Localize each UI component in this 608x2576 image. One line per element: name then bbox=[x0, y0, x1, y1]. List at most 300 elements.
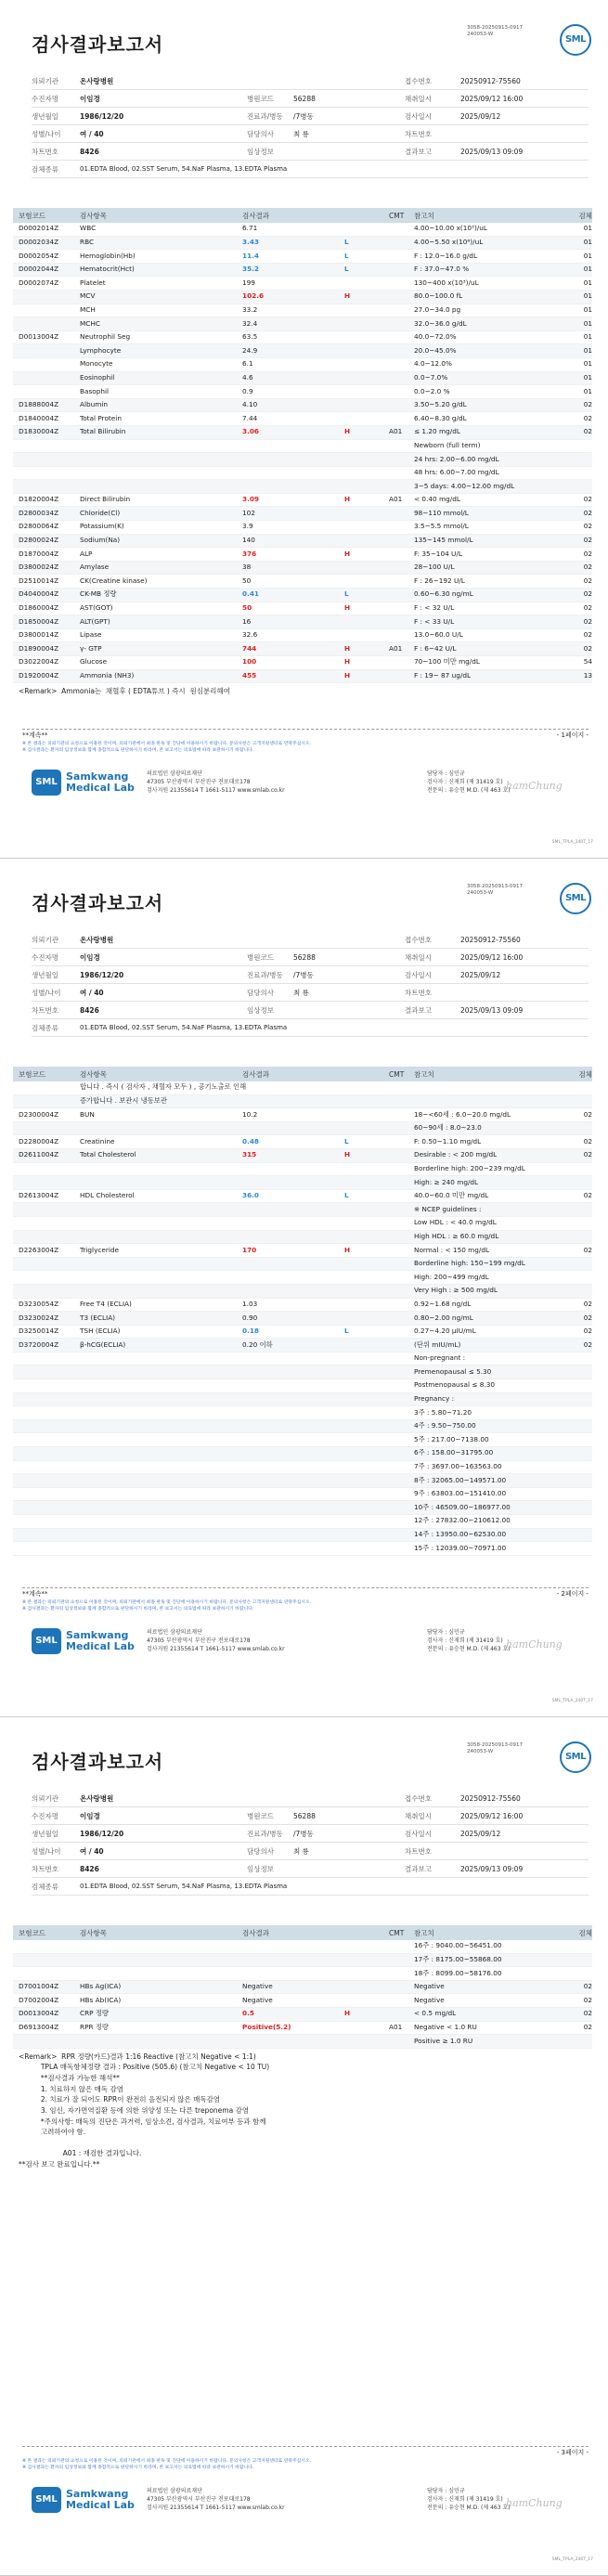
specimen-code: 01 bbox=[583, 265, 592, 274]
result-value: 38 bbox=[242, 563, 252, 572]
patient-name: 이임경 bbox=[80, 1811, 100, 1820]
specimen-code: 02 bbox=[583, 1327, 592, 1336]
page-continuation bbox=[22, 729, 589, 739]
table-row bbox=[13, 453, 592, 467]
table-row bbox=[13, 1393, 592, 1407]
collection-datetime: 2025/09/12 16:00 bbox=[460, 952, 524, 962]
result-flag: H bbox=[344, 603, 351, 613]
insurance-code: D0002054Z bbox=[19, 251, 59, 260]
result-value: 6.71 bbox=[242, 224, 258, 233]
reference-range: Non-pregnant : bbox=[414, 1353, 466, 1363]
test-name: Hemoglobin(Hb) bbox=[80, 251, 136, 260]
reference-range: 0.60~6.30 ng/mL bbox=[414, 589, 473, 599]
test-name: Lymphocyte bbox=[80, 345, 122, 355]
reference-range: 14주 : 13950.00~62530.00 bbox=[414, 1530, 507, 1539]
specimen-code: 02 bbox=[583, 1299, 592, 1308]
reference-range: F: 35~104 U/L bbox=[414, 549, 462, 558]
result-flag: H bbox=[344, 495, 351, 504]
insurance-code: D3230054Z bbox=[19, 1299, 59, 1308]
result-value: 199 bbox=[242, 278, 255, 287]
reference-range: 4.00~10.00 x(10³)/uL bbox=[414, 224, 487, 233]
col-reference: 참고치 bbox=[414, 1928, 434, 1937]
reference-range: 0.0~2.0 % bbox=[414, 386, 450, 395]
specimen-code: 02 bbox=[583, 589, 592, 599]
table-row bbox=[13, 304, 592, 318]
lab-logo bbox=[32, 770, 135, 796]
reference-range: 48 hrs: 6.00~7.00 mg/dL bbox=[414, 468, 499, 477]
result-flag: H bbox=[344, 657, 351, 667]
test-name: RBC bbox=[80, 238, 95, 247]
patient-name: 이임경 bbox=[80, 94, 100, 103]
reference-range: 18주 : 8099.00~58176.00 bbox=[414, 1968, 502, 1977]
table-row bbox=[13, 223, 592, 237]
test-name: Free T4 (ECLIA) bbox=[80, 1299, 132, 1308]
specimen-code: 01 bbox=[583, 251, 592, 260]
test-name: Total Protein bbox=[80, 413, 122, 422]
result-value: 32.4 bbox=[242, 318, 258, 328]
report-header bbox=[0, 1717, 608, 1782]
specimen-code: 02 bbox=[583, 616, 592, 626]
cmt-code: A01 bbox=[389, 495, 403, 504]
test-name: Potassium(K) bbox=[80, 522, 124, 531]
reference-range: 0.27~4.20 μIU/mL bbox=[414, 1327, 476, 1336]
lab-logo-icon: SML bbox=[32, 770, 61, 796]
specimen-code: 02 bbox=[583, 508, 592, 517]
col-cmt: CMT bbox=[389, 211, 405, 220]
insurance-code: D3022004Z bbox=[19, 657, 59, 667]
specimen-code: 01 bbox=[583, 345, 592, 355]
test-name: TSH (ECLIA) bbox=[80, 1327, 121, 1336]
report-title: 검사결과보고서 bbox=[32, 33, 164, 56]
reference-range: F : < 32 U/L bbox=[414, 603, 455, 613]
table-row bbox=[13, 629, 592, 643]
footer-notes: ※ 본 결과는 의뢰기관의 요청으로 이용된 것이며, 의뢰기관에서 최종 판독 및 진단에 이용하시기 바랍니다. 문의사항은 고객지원센터로 연락주십시오. ※ 검사결과는 환자의 임상정보와 함께 종합적으로 판단하시기 바라며, 본 보고서는 의료법에 따라 보관하시기 바랍니다. bbox=[22, 1600, 312, 1612]
specimen-code: 02 bbox=[583, 427, 592, 436]
specimen-code: 02 bbox=[583, 1982, 592, 1991]
reference-range: 7주 : 3697.00~163563.00 bbox=[414, 1462, 502, 1471]
test-name: AST(GOT) bbox=[80, 603, 113, 613]
table-row bbox=[13, 602, 592, 616]
specimen-code: 01 bbox=[583, 291, 592, 301]
reference-range: 27.0~34.0 pg bbox=[414, 304, 461, 314]
test-name: MCHC bbox=[80, 318, 100, 328]
signature-mark: hamChung bbox=[506, 1638, 563, 1650]
table-row bbox=[13, 1501, 592, 1515]
table-row bbox=[13, 291, 592, 304]
reference-range: 13.0~60.0 U/L bbox=[414, 630, 463, 640]
lab-address: 의료법인 삼광의료재단 47305 부산광역시 부산진구 전포대로178 검사지원 21355614 T 1661-5117 www.smlab.co.kr bbox=[147, 770, 285, 794]
reference-range: 8주 : 32065.00~149571.00 bbox=[414, 1475, 507, 1484]
result-value: 3.43 bbox=[242, 238, 260, 247]
results-table bbox=[13, 208, 592, 700]
reference-range: Negative < 1.0 RU bbox=[414, 2022, 477, 2031]
col-test-name: 검사항목 bbox=[80, 1928, 107, 1937]
test-date: 2025/09/12 bbox=[460, 1829, 501, 1838]
reference-range: 24 hrs: 2.00~6.00 mg/dL bbox=[414, 454, 499, 463]
lab-address: 의료법인 삼광의료재단 47305 부산광역시 부산진구 전포대로178 검사지원 21355614 T 1661-5117 www.smlab.co.kr bbox=[147, 1629, 285, 1652]
col-cmt: CMT bbox=[389, 1928, 405, 1937]
test-name: Eosinophil bbox=[80, 372, 115, 382]
test-name: Albumin bbox=[80, 400, 109, 409]
table-row bbox=[13, 1312, 592, 1326]
result-value: Negative bbox=[242, 1982, 273, 1991]
result-flag: H bbox=[344, 1245, 351, 1254]
page-number: - 3페이지 - bbox=[556, 2449, 589, 2456]
reference-range: ≤ 1.20 mg/dL bbox=[414, 427, 460, 436]
birth-date: 1986/12/20 bbox=[80, 111, 124, 121]
birth-date: 1986/12/20 bbox=[80, 1829, 124, 1838]
signature-mark: hamChung bbox=[506, 780, 563, 792]
result-flag: L bbox=[344, 589, 349, 599]
sml-logo: SML bbox=[560, 883, 591, 914]
test-name: CK-MB 정량 bbox=[80, 589, 117, 599]
table-row bbox=[13, 1981, 592, 1995]
info-row: 성별/나이 여 / 40 담당의사 최 룡 차트번호 bbox=[32, 984, 589, 1002]
result-value: 0.48 bbox=[242, 1136, 260, 1146]
reference-range: 6.40~8.30 g/dL bbox=[414, 413, 467, 422]
result-value: 4.6 bbox=[242, 372, 253, 382]
document-number: 3058-20250913-0917 240053-W bbox=[467, 1742, 523, 1755]
reference-range: 4.00~5.50 x(10⁶)/uL bbox=[414, 238, 484, 247]
reference-range: Negative bbox=[414, 1995, 445, 2004]
report-footer bbox=[0, 729, 608, 859]
result-value: 0.90 bbox=[242, 1313, 258, 1322]
col-cmt: CMT bbox=[389, 1069, 405, 1079]
reference-range: 40.0~60.0 미만 mg/dL bbox=[414, 1191, 489, 1200]
lab-logo-icon: SML bbox=[32, 2487, 61, 2513]
col-result: 검사결과 bbox=[242, 1069, 269, 1079]
result-value: 0.20 이하 bbox=[242, 1340, 273, 1349]
result-value: 35.2 bbox=[242, 265, 260, 274]
table-row bbox=[13, 467, 592, 481]
table-row bbox=[13, 1244, 592, 1258]
test-name: CK(Creatine kinase) bbox=[80, 576, 148, 585]
insurance-code: D2611004Z bbox=[19, 1150, 59, 1159]
info-row: 성별/나이 여 / 40 담당의사 최 룡 차트번호 bbox=[32, 125, 589, 143]
result-value: 11.4 bbox=[242, 251, 260, 260]
test-name: MCH bbox=[80, 304, 96, 314]
test-name: HDL Cholesterol bbox=[80, 1191, 135, 1200]
reference-range: F : 19~ 87 ug/dL bbox=[414, 671, 472, 680]
table-row bbox=[13, 440, 592, 454]
test-name: ALT(GPT) bbox=[80, 616, 110, 626]
report-page bbox=[0, 859, 608, 1717]
table-row bbox=[13, 1339, 592, 1353]
sml-logo: SML bbox=[560, 1741, 591, 1773]
result-value: 0.41 bbox=[242, 589, 260, 599]
info-row: 수진자명 이임경 병원코드 56288 채취일시 2025/09/12 16:00 bbox=[32, 949, 589, 966]
specimen-code: 02 bbox=[583, 2009, 592, 2018]
table-body bbox=[13, 1940, 592, 2049]
result-value: 376 bbox=[242, 549, 257, 558]
insurance-code: D0002034Z bbox=[19, 238, 59, 247]
result-value: 33.2 bbox=[242, 304, 258, 314]
result-flag: H bbox=[344, 427, 351, 436]
table-row bbox=[13, 1258, 592, 1272]
lab-logo bbox=[32, 2487, 135, 2513]
reference-range: 0.80~2.00 ng/mL bbox=[414, 1313, 473, 1322]
info-row: 의뢰기관 온사랑병원 접수번호 20250912-75560 bbox=[32, 931, 589, 949]
specimen-types: 01.EDTA Blood, 02.SST Serum, 54.NaF Plasma, 13.EDTA Plasma bbox=[80, 1882, 288, 1890]
result-flag: L bbox=[344, 1327, 349, 1336]
reference-range: Postmenopausal ≤ 8.30 bbox=[414, 1380, 495, 1390]
col-insurance-code: 보험코드 bbox=[19, 211, 45, 220]
table-row bbox=[13, 358, 592, 372]
signatories: 담당자 : 심민규 검사자 : 신재희 (제 31419 호) 전문의 : 유승현 M.D. (제 463 호) bbox=[427, 2488, 511, 2511]
result-value: 32.6 bbox=[242, 630, 258, 640]
signature-mark: hamChung bbox=[506, 2497, 563, 2509]
table-row bbox=[13, 480, 592, 494]
receipt-number: 20250912-75560 bbox=[460, 1793, 521, 1803]
specimen-code: 02 bbox=[583, 630, 592, 640]
result-value: 50 bbox=[242, 576, 252, 585]
table-row bbox=[13, 317, 592, 331]
signatories: 담당자 : 심민규 검사자 : 신재희 (제 31419 호) 전문의 : 유승현 M.D. (제 463 호) bbox=[427, 1629, 511, 1652]
insurance-code: D1850004Z bbox=[19, 616, 59, 626]
test-name: β-hCG(ECLIA) bbox=[80, 1340, 126, 1349]
info-row: 차트번호 8426 임상정보 결과보고 2025/09/13 09:09 bbox=[32, 1002, 589, 1019]
table-row bbox=[13, 399, 592, 413]
col-insurance-code: 보험코드 bbox=[19, 1069, 45, 1079]
specimen-types: 01.EDTA Blood, 02.SST Serum, 54.NaF Plasma, 13.EDTA Plasma bbox=[80, 1023, 288, 1031]
result-flag: L bbox=[344, 251, 349, 260]
report-title: 검사결과보고서 bbox=[32, 1751, 164, 1773]
patient-info bbox=[32, 931, 589, 1037]
info-row: 수진자명 이임경 병원코드 56288 채취일시 2025/09/12 16:00 bbox=[32, 90, 589, 108]
report-page bbox=[0, 1717, 608, 2576]
table-row bbox=[13, 1406, 592, 1420]
specimen-code: 02 bbox=[583, 1191, 592, 1200]
table-row bbox=[13, 385, 592, 399]
col-specimen: 검체 bbox=[578, 211, 592, 220]
result-value: 0.5 bbox=[242, 2009, 254, 2018]
table-row bbox=[13, 1420, 592, 1434]
table-row bbox=[13, 250, 592, 264]
footer-notes: ※ 본 결과는 의뢰기관의 요청으로 이용된 것이며, 의뢰기관에서 최종 판독 및 진단에 이용하시기 바랍니다. 문의사항은 고객지원센터로 연락주십시오. ※ 검사결과는 환자의 임상정보와 함께 종합적으로 판단하시기 바라며, 본 보고서는 의료법에 따라 보관하시기 바랍니다. bbox=[22, 742, 312, 753]
insurance-code: D1890004Z bbox=[19, 643, 59, 653]
insurance-code: D7002004Z bbox=[19, 1995, 59, 2004]
table-row bbox=[13, 412, 592, 426]
reference-range: < 0.40 mg/dL bbox=[414, 495, 460, 504]
form-number: SML_TPLA_240T_17 bbox=[551, 1699, 593, 1703]
reference-range: (단위 mIU/mL) bbox=[414, 1340, 461, 1349]
test-name: Creatinine bbox=[80, 1136, 115, 1146]
sex-age: 여 / 40 bbox=[80, 1846, 104, 1856]
reference-range: 16주 : 9040.00~56451.00 bbox=[414, 1941, 502, 1950]
test-name: Lipase bbox=[80, 630, 102, 640]
info-row: 성별/나이 여 / 40 담당의사 최 룡 차트번호 bbox=[32, 1843, 589, 1860]
department: /7병동 bbox=[293, 970, 314, 979]
result-value: 36.0 bbox=[242, 1191, 260, 1200]
result-value: 63.5 bbox=[242, 332, 258, 342]
table-row bbox=[13, 2035, 592, 2049]
result-value: 10.2 bbox=[242, 1109, 258, 1119]
reference-range: F : 26~192 U/L bbox=[414, 576, 465, 585]
result-value: 100 bbox=[242, 657, 257, 667]
cmt-code: A01 bbox=[389, 427, 403, 436]
specimen-code: 02 bbox=[583, 576, 592, 585]
department: /7병동 bbox=[293, 111, 314, 121]
sex-age: 여 / 40 bbox=[80, 129, 104, 138]
table-row bbox=[13, 1447, 592, 1461]
reference-range: 4주 : 9.50~750.00 bbox=[414, 1421, 476, 1430]
reference-range: 40.0~72.0% bbox=[414, 332, 457, 342]
document-number: 3058-20250913-0917 240053-W bbox=[467, 25, 523, 38]
cmt-code: A01 bbox=[389, 2022, 403, 2031]
table-row bbox=[13, 1081, 592, 1095]
result-value: 4.10 bbox=[242, 400, 258, 409]
table-row bbox=[13, 1994, 592, 2008]
hospital-name: 온사랑병원 bbox=[80, 76, 114, 85]
reference-range: F : < 33 U/L bbox=[414, 616, 455, 626]
report-header bbox=[0, 0, 608, 65]
result-value: 7.44 bbox=[242, 413, 258, 422]
col-specimen: 검체 bbox=[578, 1069, 592, 1079]
doctor-name: 최 룡 bbox=[293, 129, 309, 138]
footer-notes: ※ 본 결과는 의뢰기관의 요청으로 이용된 것이며, 의뢰기관에서 최종 판독 및 진단에 이용하시기 바랍니다. 문의사항은 고객지원센터로 연락주십시오. ※ 검사결과는 환자의 임상정보와 함께 종합적으로 판단하시기 바라며, 본 보고서는 의료법에 따라 보관하시기 바랍니다. bbox=[22, 2459, 312, 2470]
insurance-code: D3800024Z bbox=[19, 563, 59, 572]
reference-range: 98~110 mmol/L bbox=[414, 508, 469, 517]
reference-range: 80.0~100.0 fL bbox=[414, 291, 463, 301]
document-number: 3058-20250913-0917 240053-W bbox=[467, 884, 523, 897]
col-result: 검사결과 bbox=[242, 1928, 269, 1937]
table-row bbox=[13, 237, 592, 251]
reference-range: Normal : < 150 mg/dL bbox=[414, 1245, 490, 1254]
sml-logo: SML bbox=[560, 24, 591, 56]
table-row bbox=[13, 344, 592, 358]
reference-range: 60~90세 : 8.0~23.0 bbox=[414, 1123, 482, 1133]
test-name: 증가합니다 . 보관시 냉동보관 bbox=[80, 1096, 167, 1106]
result-flag: H bbox=[344, 671, 351, 680]
specimen-code: 02 bbox=[583, 413, 592, 422]
result-value: 455 bbox=[242, 671, 257, 680]
reference-range: 12주 : 27832.00~210612.00 bbox=[414, 1516, 511, 1525]
table-row bbox=[13, 264, 592, 278]
result-value: 102.6 bbox=[242, 291, 265, 301]
lab-logo-icon: SML bbox=[32, 1628, 61, 1654]
report-datetime: 2025/09/13 09:09 bbox=[460, 1864, 524, 1873]
result-value: 6.1 bbox=[242, 359, 253, 369]
insurance-code: D2510014Z bbox=[19, 576, 59, 585]
specimen-code: 01 bbox=[583, 278, 592, 287]
specimen-code: 02 bbox=[583, 1995, 592, 2004]
result-value: 0.9 bbox=[242, 386, 253, 395]
insurance-code: D2613004Z bbox=[19, 1191, 59, 1200]
specimen-code: 02 bbox=[583, 495, 592, 504]
table-row bbox=[13, 1954, 592, 1968]
reference-range: High: 200~499 mg/dL bbox=[414, 1272, 489, 1281]
reference-range: 6주 : 158.00~31795.00 bbox=[414, 1448, 494, 1457]
insurance-code: D1870004Z bbox=[19, 549, 59, 558]
result-value: 0.18 bbox=[242, 1327, 260, 1336]
insurance-code: D2263004Z bbox=[19, 1245, 59, 1254]
test-name: 합니다 . 즉시 ( 검사자 , 채혈자 모두 ) , 공기노출로 인해 bbox=[80, 1082, 247, 1092]
specimen-code: 13 bbox=[583, 671, 592, 680]
table-row bbox=[13, 656, 592, 670]
test-name: Total Bilirubin bbox=[80, 427, 126, 436]
table-row bbox=[13, 1163, 592, 1177]
table-row bbox=[13, 1190, 592, 1204]
table-row bbox=[13, 1940, 592, 1954]
chart-number: 8426 bbox=[80, 1864, 99, 1873]
insurance-code: D1920004Z bbox=[19, 671, 59, 680]
report-footer bbox=[0, 1587, 608, 1717]
result-value: 102 bbox=[242, 508, 255, 517]
result-flag: H bbox=[344, 2009, 351, 2018]
doctor-name: 최 룡 bbox=[293, 988, 309, 997]
specimen-code: 01 bbox=[583, 238, 592, 247]
col-test-name: 검사항목 bbox=[80, 211, 107, 220]
hospital-name: 온사랑병원 bbox=[80, 935, 114, 944]
table-row bbox=[13, 1515, 592, 1529]
insurance-code: D4040004Z bbox=[19, 589, 59, 599]
reference-range: 0.0~7.0% bbox=[414, 372, 448, 382]
reference-range: 4.0~12.0% bbox=[414, 359, 452, 369]
reference-range: 32.0~36.0 g/dL bbox=[414, 318, 467, 328]
table-row bbox=[13, 670, 592, 684]
result-value: 315 bbox=[242, 1150, 257, 1159]
info-row: 검체종류 01.EDTA Blood, 02.SST Serum, 54.NaF Plasma, 13.EDTA Plasma bbox=[32, 1878, 589, 1896]
table-row bbox=[13, 1366, 592, 1379]
table-row bbox=[13, 535, 592, 549]
test-name: Platelet bbox=[80, 278, 106, 287]
reference-range: High HDL : ≥ 60.0 mg/dL bbox=[414, 1231, 499, 1240]
result-value: Negative bbox=[242, 1995, 273, 2004]
insurance-code: D2800034Z bbox=[19, 508, 59, 517]
reference-range: 15주 : 12039.00~70971.00 bbox=[414, 1543, 507, 1552]
table-row bbox=[13, 1217, 592, 1231]
report-header bbox=[0, 859, 608, 924]
table-row bbox=[13, 1285, 592, 1299]
test-name: Triglyceride bbox=[80, 1245, 120, 1254]
table-header bbox=[13, 1067, 592, 1081]
col-insurance-code: 보험코드 bbox=[19, 1928, 45, 1937]
result-value: Positive(5.2) bbox=[242, 2022, 291, 2031]
table-row bbox=[13, 562, 592, 576]
test-name: Ammonia (NH3) bbox=[80, 671, 135, 680]
specimen-code: 02 bbox=[583, 643, 592, 653]
reference-range: F: 0.50~1.10 mg/dL bbox=[414, 1136, 482, 1146]
reference-range: 3주 : 5.80~71.20 bbox=[414, 1407, 472, 1417]
table-row bbox=[13, 642, 592, 656]
specimen-code: 01 bbox=[583, 304, 592, 314]
results-table bbox=[13, 1925, 592, 2173]
specimen-code: 02 bbox=[583, 536, 592, 545]
signatories: 담당자 : 심민규 검사자 : 신재희 (제 31419 호) 전문의 : 유승현 M.D. (제 463 호) bbox=[427, 770, 511, 794]
result-flag: L bbox=[344, 238, 349, 247]
reference-range: Premenopausal ≤ 5.30 bbox=[414, 1366, 492, 1376]
reference-range: Desirable : < 200 mg/dL bbox=[414, 1150, 498, 1159]
result-value: 50 bbox=[242, 603, 252, 613]
info-row: 검체종류 01.EDTA Blood, 02.SST Serum, 54.NaF Plasma, 13.EDTA Plasma bbox=[32, 161, 589, 178]
result-flag: L bbox=[344, 265, 349, 274]
test-name: Sodium(Na) bbox=[80, 536, 121, 545]
reference-range: F : 37.0~47.0 % bbox=[414, 265, 470, 274]
specimen-code: 02 bbox=[583, 1313, 592, 1322]
table-row bbox=[13, 1176, 592, 1190]
test-name: Direct Bilirubin bbox=[80, 495, 131, 504]
form-number: SML_TPLA_240T_17 bbox=[551, 2557, 593, 2562]
test-name: ALP bbox=[80, 549, 93, 558]
table-body bbox=[13, 223, 592, 683]
reference-range: 9주 : 63803.00~151410.00 bbox=[414, 1489, 507, 1498]
table-row bbox=[13, 1203, 592, 1217]
table-row bbox=[13, 1461, 592, 1475]
insurance-code: D0002044Z bbox=[19, 265, 59, 274]
col-reference: 참고치 bbox=[414, 1069, 434, 1079]
reference-range: 0.92~1.68 ng/dL bbox=[414, 1299, 472, 1308]
table-row bbox=[13, 1326, 592, 1340]
